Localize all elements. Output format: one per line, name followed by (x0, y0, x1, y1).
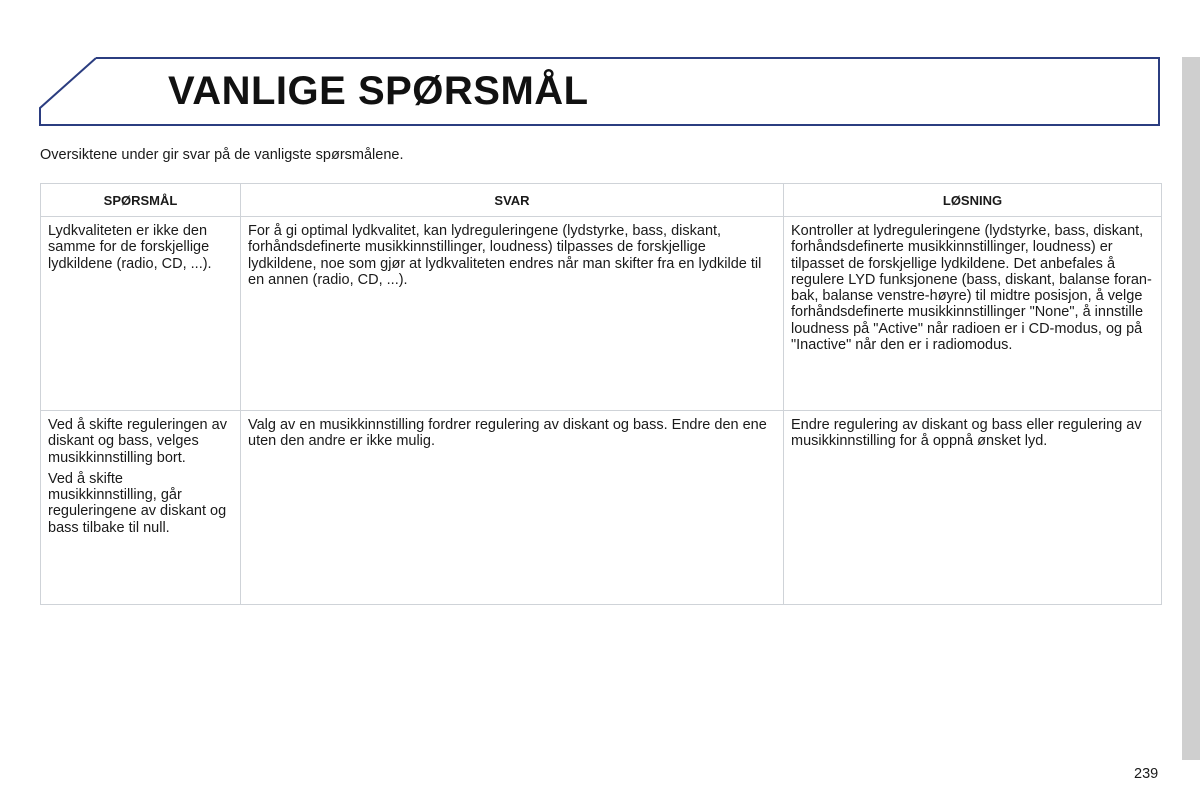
answer-cell (241, 217, 784, 411)
answer-text: For å gi optimal lydkvalitet, kan lydreguleringene (lydstyrke, bass, diskant, forhåndsdefinerte musikkinnstillinger, loudness) tilpasses de forskjellige lydkildene, noe som gjør at lydkvaliteten endres når man skifter fra en lydkilde til en annen (radio, CD, ...). (248, 223, 762, 288)
faq-table (40, 183, 1162, 605)
answer-text: Valg av en musikkinnstilling fordrer regulering av diskant og bass. Endre den ene uten den andre er ikke mulig. (248, 417, 767, 450)
solution-text: Kontroller at lydreguleringene (lydstyrke, bass, diskant, forhåndsdefinerte musikkinnstillinger, loudness) er tilpasset de forskjellige lydkildene. Det anbefales å regulere LYD funksjonene (bass, diskant, balanse foran-bak, balanse venstre-høyre) til midtre posisjon, å velge forhåndsdefinerte musikkinnstillinger "None", å innstille loudness på "Active" når radioen er i CD-modus, og på "Inactive" når den er i radiomodus. (791, 223, 1152, 354)
side-bar (1182, 57, 1200, 760)
answer-cell (241, 411, 784, 605)
page-number: 239 (1134, 766, 1159, 782)
solution-text: Endre regulering av diskant og bass eller regulering av musikkinnstilling for å oppnå ønsket lyd. (791, 417, 1142, 450)
question-cell (41, 411, 241, 605)
solution-cell (784, 411, 1162, 605)
table-row (41, 217, 1162, 411)
intro-text: Oversiktene under gir svar på de vanligste spørsmålene. (40, 147, 404, 163)
table-header-row (41, 184, 1162, 217)
column-header-question: SPØRSMÅL (41, 184, 241, 217)
column-header-answer: SVAR (241, 184, 784, 217)
solution-cell (784, 217, 1162, 411)
question-text: Ved å skifte musikkinnstilling, går reguleringene av diskant og bass tilbake til null. (48, 470, 227, 536)
question-text: Ved å skifte reguleringen av diskant og bass, velges musikkinnstilling bort. (48, 417, 227, 466)
question-text: Lydkvaliteten er ikke den samme for de forskjellige lydkildene (radio, CD, ...). (48, 223, 212, 272)
question-cell (41, 217, 241, 411)
column-header-solution: LØSNING (784, 184, 1162, 217)
table-row (41, 411, 1162, 605)
page-title: VANLIGE SPØRSMÅL (168, 69, 589, 113)
